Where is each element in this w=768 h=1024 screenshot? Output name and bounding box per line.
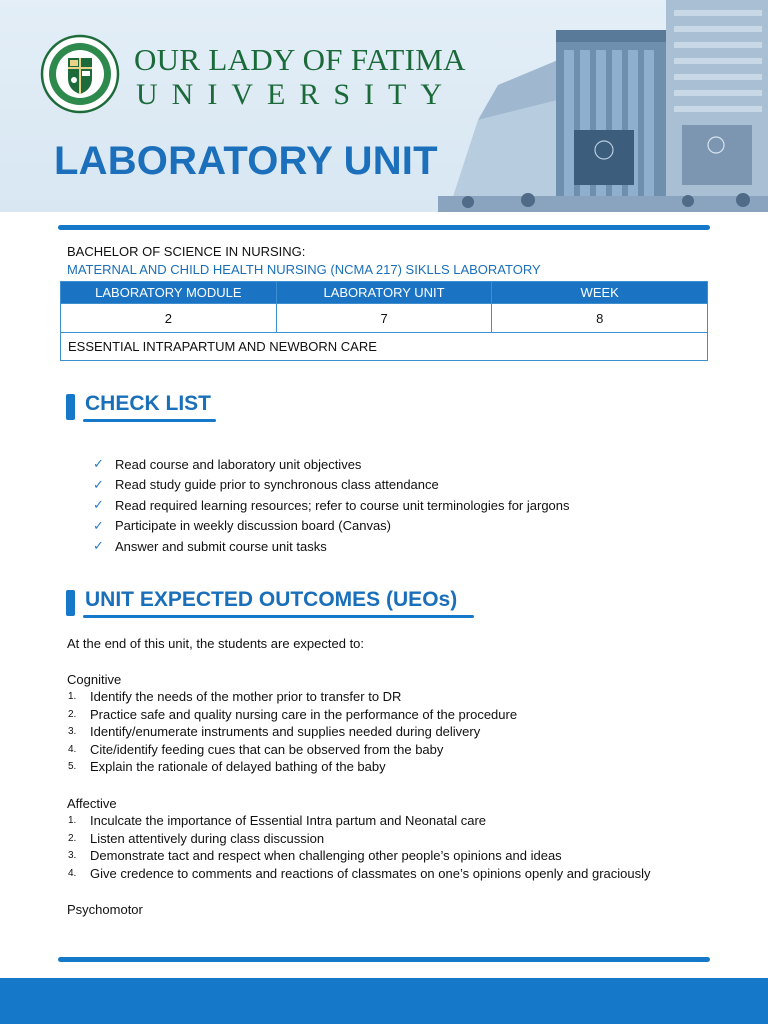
list-item xyxy=(93,516,570,537)
value-lab-module: 2 xyxy=(61,304,277,333)
course-info-table xyxy=(60,281,708,361)
check-icon: ✓ xyxy=(93,538,104,554)
header-lab-module: LABORATORY MODULE xyxy=(61,282,277,304)
check-icon: ✓ xyxy=(93,476,104,492)
outcome-text: Identify the needs of the mother prior to transfer to DR xyxy=(90,689,402,705)
psychomotor-label: Psychomotor xyxy=(67,902,143,917)
list-item xyxy=(93,495,570,516)
outcome-text: Demonstrate tact and respect when challenging other people’s opinions and ideas xyxy=(90,848,562,864)
unit-topic: ESSENTIAL INTRAPARTUM AND NEWBORN CARE xyxy=(61,333,708,361)
outcome-text: Give credence to comments and reactions of classmates on one’s opinions openly and graciously xyxy=(90,865,651,881)
checklist-item-text: Read course and laboratory unit objectives xyxy=(115,456,362,472)
checklist-item-text: Participate in weekly discussion board (Canvas) xyxy=(115,518,392,534)
heading-underline xyxy=(83,615,474,618)
list-item xyxy=(93,454,570,475)
list-item xyxy=(93,536,570,557)
top-divider xyxy=(58,225,710,230)
heading-bar-icon xyxy=(66,590,75,616)
outcomes-heading xyxy=(66,588,486,618)
bottom-divider xyxy=(58,957,710,962)
checklist xyxy=(93,454,570,557)
cognitive-label: Cognitive xyxy=(67,672,122,687)
check-icon: ✓ xyxy=(93,456,104,472)
course-name: MATERNAL AND CHILD HEALTH NURSING (NCMA 217) SIKLLS LABORATORY xyxy=(67,262,541,277)
affective-list xyxy=(68,812,651,882)
checklist-item-text: Answer and submit course unit tasks xyxy=(115,538,327,554)
outcome-text: Explain the rationale of delayed bathing of the baby xyxy=(90,759,386,775)
university-name-line1: OUR LADY OF FATIMA xyxy=(134,42,466,77)
heading-underline xyxy=(83,419,216,422)
header-banner xyxy=(0,0,768,212)
outcome-text: Identify/enumerate instruments and supplies needed during delivery xyxy=(90,724,481,740)
list-item: 4. Cite/identify feeding cues that can be observed from the baby xyxy=(68,741,444,757)
outcomes-heading-text: UNIT EXPECTED OUTCOMES (UEOs) xyxy=(85,588,458,611)
checklist-item-text: Read required learning resources; refer to course unit terminologies for jargons xyxy=(115,497,570,513)
table-row xyxy=(61,333,708,361)
header-lab-unit: LABORATORY UNIT xyxy=(276,282,492,304)
outcomes-intro: At the end of this unit, the students are expected to: xyxy=(67,636,365,651)
page-title: LABORATORY UNIT xyxy=(54,139,438,183)
table-row xyxy=(61,304,708,333)
list-item: 5. Explain the rationale of delayed bathing of the baby xyxy=(68,759,386,775)
university-name-line2: UNIVERSITY xyxy=(136,78,456,111)
heading-bar-icon xyxy=(66,394,75,420)
cognitive-list xyxy=(68,688,517,776)
affective-label: Affective xyxy=(67,796,117,811)
list-item: 4. Give credence to comments and reactions of classmates on one’s opinions openly and graciously xyxy=(68,865,651,881)
checklist-heading xyxy=(66,392,236,422)
check-icon: ✓ xyxy=(93,517,104,533)
outcome-text: Cite/identify feeding cues that can be observed from the baby xyxy=(90,741,444,757)
table-header-row xyxy=(61,282,708,304)
building-image xyxy=(438,0,768,212)
program-name: BACHELOR OF SCIENCE IN NURSING: xyxy=(67,244,306,259)
value-lab-unit: 7 xyxy=(276,304,492,333)
list-item: 1. Identify the needs of the mother prior to transfer to DR xyxy=(68,689,402,705)
university-seal-icon xyxy=(40,34,120,114)
list-item: 1. Inculcate the importance of Essential Intra partum and Neonatal care xyxy=(68,813,486,829)
list-item: 3. Identify/enumerate instruments and supplies needed during delivery xyxy=(68,724,481,740)
list-item: 2. Practice safe and quality nursing care in the performance of the procedure xyxy=(68,706,518,722)
list-item xyxy=(93,475,570,496)
value-week: 8 xyxy=(492,304,708,333)
checklist-heading-text: CHECK LIST xyxy=(85,392,211,415)
outcome-text: Inculcate the importance of Essential Intra partum and Neonatal care xyxy=(90,813,486,829)
header-week: WEEK xyxy=(492,282,708,304)
checklist-item-text: Read study guide prior to synchronous class attendance xyxy=(115,477,439,493)
check-icon: ✓ xyxy=(93,497,104,513)
footer-bar xyxy=(0,978,768,1024)
outcome-text: Practice safe and quality nursing care in the performance of the procedure xyxy=(90,706,518,722)
list-item: 2. Listen attentively during class discussion xyxy=(68,830,325,846)
list-item: 3. Demonstrate tact and respect when challenging other people’s opinions and ideas xyxy=(68,848,562,864)
outcome-text: Listen attentively during class discussion xyxy=(90,830,325,846)
